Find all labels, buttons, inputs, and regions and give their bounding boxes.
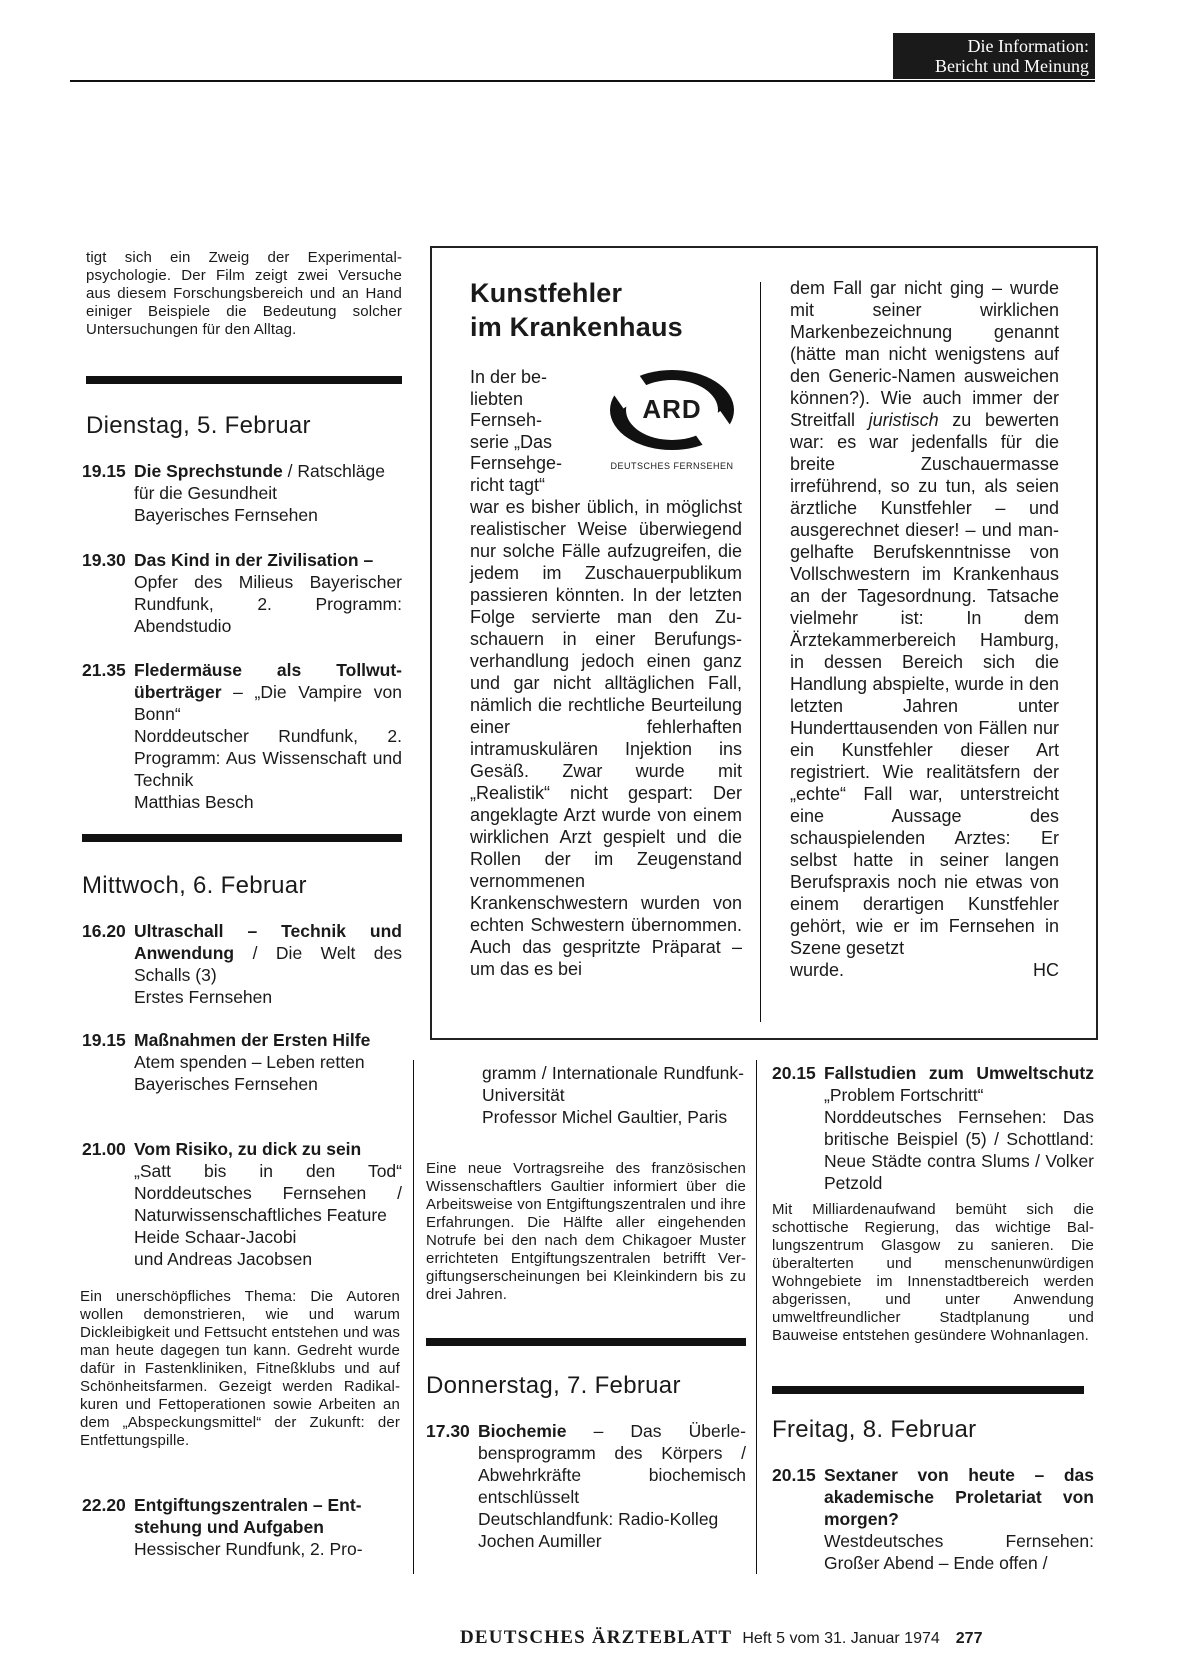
program-entry [82,1138,402,1270]
section-header-line2: Bericht und Meinung [935,56,1089,76]
program-entry [426,1420,746,1552]
program-channel: Norddeutscher Rundfunk, 2. Programm: Aus Wissenschaft und Technik [134,726,402,790]
program-entry [82,659,402,813]
box-column-rule [760,282,761,1022]
header-rule [70,80,1095,82]
program-entry [772,1062,1094,1194]
article-text-col1: war es bisher üblich, in möglichst realistischer Weise überwiegend nur solche Fälle aufzugreifen, die jedem im Zuschauerpublikum passieren könnten. In der letzten Folge servierte man den Zuschauern in einer Berufungsverhandlung jedoch einen ganz und gar nicht alltäglichen Fall, nämlich die rechtliche Beurteilung einer fehlerhaften intramuskulären Injektion ins Gesäß. Zwar wurde mit „Realistik“ nicht gespart: Der angeklagte Arzt wurde von einem wirklichen Arzt gespielt und die Rollen der im Zeugenstand vernommenen Krankenschwestern wurden von echten Schwestern übernommen. Auch das gespritzte Präparat – um das es bei [470,497,742,979]
program-entry [82,460,402,526]
divider-bar [82,834,402,842]
program-entry [82,549,402,637]
program-entry [82,1494,402,1560]
program-title: Entgiftungszentralen – Entstehung und Aufgaben [134,1495,362,1537]
program-subtitle: „Problem Fortschritt“ [824,1085,984,1105]
program-channel: Opfer des Milieus Bayerischer Rundfunk, 2. Programm: Abendstudio [134,572,402,636]
page-footer [460,1627,1100,1649]
program-time: 21.00 [82,1139,126,1159]
article-title-line2: im Krankenhaus [470,312,683,342]
day-heading-thursday: Donnerstag, 7. Februar [426,1372,681,1399]
divider-bar [772,1386,1084,1394]
program-title: Das Kind in der Zivilisation – [134,550,374,570]
section-header-line1: Die Information: [967,36,1089,56]
program-channel: Westdeutsches Fernsehen: Großer Abend – Ende offen / [824,1531,1094,1573]
program-title: Ultraschall – Technik und Anwendung [134,921,402,963]
article-signature: HC [1033,960,1059,980]
issue-info: Heft 5 vom 31. Januar 1974 [742,1630,940,1647]
day-heading-wednesday: Mittwoch, 6. Februar [82,872,307,899]
program-note: Mit Milliardenaufwand bemüht sich die schottische Regierung, das wichtige Ballungszentrum Glasgow zu sanieren. Die überalterten und menschenunwürdigen Wohngebiete im Innenstadtbereich werden abgerissen, und unter Anwendung umweltfreundlicher Stadtplanung und Bauweise entstehen gesündere Wohnanlagen. [772,1201,1094,1344]
program-author: Heide Schaar-Jacobi [134,1227,297,1247]
program-title: Sextaner von heute – das akademische Proletariat von morgen? [824,1465,1094,1529]
program-channel: Bayerisches Fernsehen [134,1074,318,1094]
program-channel: Deutschlandfunk: Radio-Kolleg [478,1509,719,1529]
article-lead: In der be- liebten Fernseh- serie „Das Fernsehge- richt tagt“ [470,367,563,495]
program-time: 19.15 [82,1030,126,1050]
program-title: Vom Risiko, zu dick zu sein [134,1139,362,1159]
program-title: Maßnahmen der Ersten Hilfe [134,1030,371,1050]
journal-name: DEUTSCHES ÄRZTEBLATT [460,1627,733,1648]
program-title: Fledermäuse als Tollwutüberträger [134,660,402,702]
program-author: Matthias Besch [134,792,254,812]
program-channel: Bayerisches Fernsehen [134,505,318,525]
program-author: und Andreas Jacobsen [134,1249,313,1269]
program-time: 21.35 [82,660,126,680]
column-rule [413,1060,414,1574]
article-title [470,276,683,344]
program-title: Die Sprechstunde [134,461,283,481]
program-author: Jochen Aumiller [478,1531,602,1551]
program-note: Ein unerschöpfliches Thema: Die Autoren wollen demonstrieren, wie und warum Dickleibigkeit und Fettsucht entstehen und was man heute dagegen tun kann. Gedreht wurde dafür in Fastenkliniken, Fitneßklubs und auf Schönheitsfarmen. Gezeigt werden Radikalkuren und Fettoperationen sowie Arbeiten an dem „Abspeckungsmittel“ der Zukunft: der Entfettungspille. [80,1288,400,1449]
article-emphasis: juristisch [868,410,939,430]
program-continuation: gramm / Internationale Rundfunk-Universität Professor Michel Gaultier, Paris [482,1063,744,1127]
section-header-box [893,33,1095,79]
ard-logo [598,358,746,471]
program-channel: „Satt bis in den Tod“ Norddeutsches Fernsehen / Naturwissenschaftliches Feature [134,1161,402,1225]
program-channel: Erstes Fernsehen [134,987,273,1007]
program-time: 22.20 [82,1495,126,1515]
program-time: 19.15 [82,461,126,481]
ard-logo-subtitle: DEUTSCHES FERNSEHEN [610,461,734,471]
program-title: Biochemie [478,1421,567,1441]
program-subtitle: – Das Überlebensprogramm des Körpers / Abwehrkräfte biochemisch entschlüsselt [478,1421,746,1507]
program-time: 17.30 [426,1421,470,1441]
program-channel: Norddeutsches Fernsehen: Das britische Beispiel (5) / Schottland: Neue Städte contra Slums / Volker Petzold [824,1107,1094,1193]
program-title: Fallstudien zum Umweltschutz [824,1063,1094,1083]
col1-intro: tigt sich ein Zweig der Experimentalpsychologie. Der Film zeigt zwei Versuche aus diesem Forschungsbereich und an Hand einiger Beispiele die Bedeutung solcher Untersuchungen für den Alltag. [86,249,402,338]
day-heading-tuesday: Dienstag, 5. Februar [86,412,311,439]
program-note: Eine neue Vortragsreihe des französischen Wissenschaftlers Gaultier informiert über die Arbeitsweise von Entgiftungszentralen und ihre Erfahrungen. Die Hälfte aller eingehenden Notrufe bei den nach dem Chikagoer Muster errichteten Entgiftungszentralen betrifft Vergiftungserscheinungen bei Kleinkindern bis zu drei Jahren. [426,1160,746,1303]
article-text-col2: dem Fall gar nicht ging – wurde mit seiner wirklichen Markenbezeichnung genannt (hätte man nicht wenigstens auf den Generic-Namen ausweichen können?). Wie auch immer der Streitfall juristisch zu bewerten war: es war jedenfalls für die breite Zuschauermasse irreführend, so zu tun, als seien ärztliche Kunstfehler – und ausgerechnet dieser! – und mangelhafte Berufskenntnisse von Vollschwestern im Krankenhaus an der Tagesordnung. Tatsache vielmehr ist: In dem Ärztekammerbereich Hamburg, in dessen Bereich sich die Handlung abspielte, wurde in den letzten Jahren unter Hunderttausenden von Fällen nur ein Kunstfehler dieser Art registriert. Wie realitätsfern der „echte“ Fall war, unterstreicht eine Aussage des schauspielenden Arztes: Er selbst hatte in seiner langen Berufspraxis noch nie etwas von einem derartigen Kunstfehler gehört, wie er im Fernsehen in Szene gesetzt wurde. HC [790,278,1059,980]
program-time: 16.20 [82,921,126,941]
program-time: 19.30 [82,550,126,570]
program-entry [82,1029,402,1095]
article-title-line1: Kunstfehler [470,278,623,308]
program-subtitle: / Ratschläge für die Gesundheit [134,461,385,503]
program-subtitle: / Die Welt des Schalls (3) [134,943,402,985]
divider-bar [86,376,402,384]
program-entry [82,920,402,1008]
divider-bar [426,1338,746,1346]
program-channel: Hessischer Rundfunk, 2. Pro- [134,1539,363,1559]
ard-logo-text: ARD [642,394,702,424]
day-heading-friday: Freitag, 8. Februar [772,1416,977,1443]
program-entry [772,1464,1094,1574]
column-rule [756,1060,757,1574]
program-subtitle: – „Die Vampire von Bonn“ [134,682,402,724]
program-time: 20.15 [772,1465,816,1485]
program-description: Atem spenden – Leben retten [134,1052,365,1072]
page-number: 277 [955,1630,983,1647]
program-time: 20.15 [772,1063,816,1083]
